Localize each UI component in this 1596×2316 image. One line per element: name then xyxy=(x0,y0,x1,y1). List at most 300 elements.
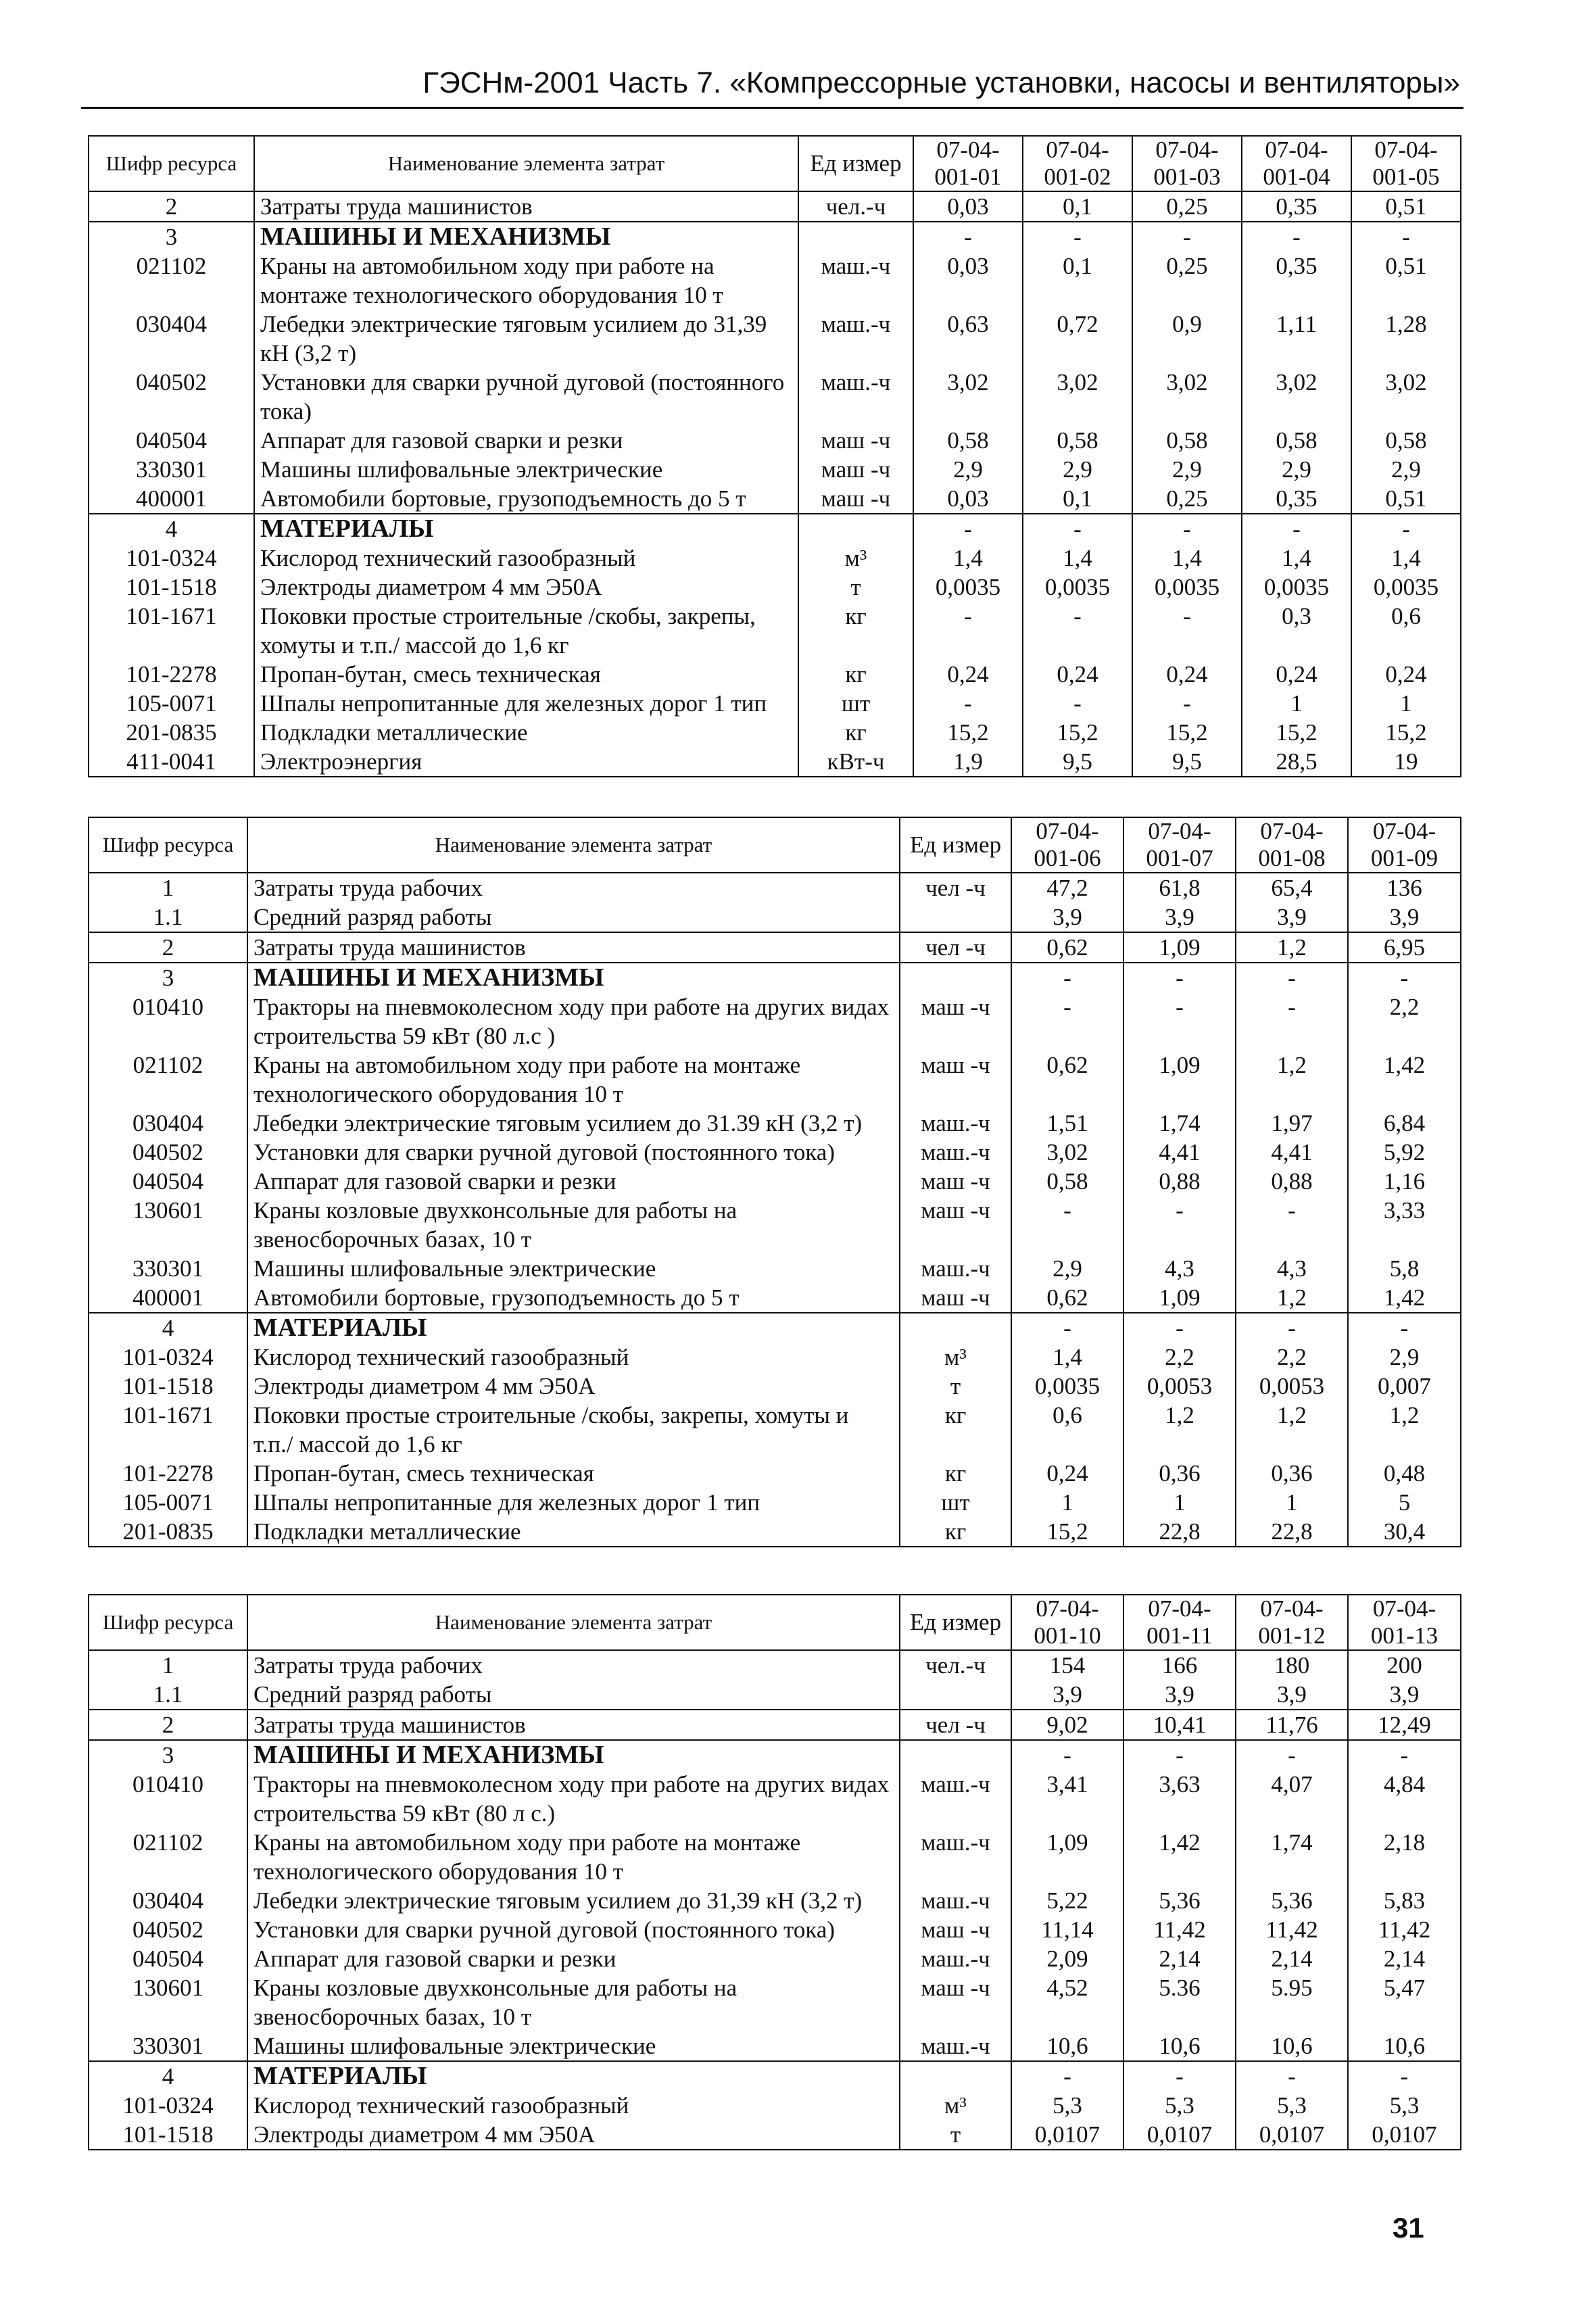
value-cell: 10,41 xyxy=(1123,1710,1236,1740)
value-cell: - xyxy=(913,514,1023,544)
value-cell: 9,02 xyxy=(1011,1710,1123,1740)
resource-code: 021102 xyxy=(89,251,254,310)
unit-cell: кг xyxy=(900,1401,1011,1459)
resource-code: 201-0835 xyxy=(89,718,254,747)
resource-name: Затраты труда рабочих xyxy=(247,873,900,902)
unit-cell: маш.-ч xyxy=(798,251,913,310)
value-cell: - xyxy=(1351,222,1461,251)
unit-cell: т xyxy=(900,2120,1011,2150)
value-cell: 3,9 xyxy=(1123,902,1236,932)
value-cell: - xyxy=(1236,1313,1348,1343)
unit-cell xyxy=(900,902,1011,932)
value-cell: 1,42 xyxy=(1348,1051,1461,1109)
value-cell: 0,0035 xyxy=(1011,1372,1123,1401)
col-header-code: Шифр ресурса xyxy=(89,1595,247,1650)
resource-name: Электроды диаметром 4 мм Э50А xyxy=(247,2120,900,2150)
value-cell: 0,6 xyxy=(1351,602,1461,660)
value-cell: 0,58 xyxy=(1351,426,1461,455)
resource-code: 4 xyxy=(89,1313,247,1343)
value-cell: 0,24 xyxy=(913,660,1023,689)
value-cell: 180 xyxy=(1236,1650,1348,1680)
value-cell: - xyxy=(913,689,1023,718)
resource-code: 2 xyxy=(89,932,247,963)
table-row xyxy=(89,1886,1461,1915)
value-cell: 3,33 xyxy=(1348,1196,1461,1254)
resource-code: 101-0324 xyxy=(89,544,254,573)
resource-code: 3 xyxy=(89,1740,247,1770)
value-cell: 1 xyxy=(1011,1488,1123,1517)
value-cell: - xyxy=(1348,963,1461,992)
value-cell: 2,9 xyxy=(1023,455,1132,484)
resource-name: Подкладки металлические xyxy=(254,718,798,747)
value-cell: 5,83 xyxy=(1348,1886,1461,1915)
table-row xyxy=(89,2031,1461,2061)
value-cell: 3,02 xyxy=(1351,368,1461,426)
table-body xyxy=(89,873,1461,1547)
unit-cell xyxy=(900,1680,1011,1710)
value-cell: 2,9 xyxy=(1242,455,1351,484)
value-cell: 1,74 xyxy=(1236,1828,1348,1886)
resource-name: Машины шлифовальные электрические xyxy=(254,455,798,484)
col-header-norm: 07-04-001-06 xyxy=(1011,817,1123,873)
table-row xyxy=(89,1680,1461,1710)
table-row xyxy=(89,1973,1461,2031)
value-cell: 1,11 xyxy=(1242,310,1351,368)
unit-cell: маш.-ч xyxy=(900,1886,1011,1915)
value-cell: 6,84 xyxy=(1348,1109,1461,1138)
value-cell: 3,02 xyxy=(1242,368,1351,426)
table-row xyxy=(89,1109,1461,1138)
table-row xyxy=(89,1517,1461,1547)
table-row xyxy=(89,1944,1461,1973)
value-cell: - xyxy=(1011,1196,1123,1254)
value-cell: 6,95 xyxy=(1348,932,1461,963)
resource-name: Кислород технический газообразный xyxy=(254,544,798,573)
col-header-norm: 07-04-001-01 xyxy=(913,136,1023,191)
value-cell: 5,8 xyxy=(1348,1254,1461,1283)
value-cell: 15,2 xyxy=(1351,718,1461,747)
value-cell: 0,03 xyxy=(913,484,1023,514)
value-cell: 0,88 xyxy=(1123,1167,1236,1196)
resource-table-3 xyxy=(88,1594,1461,2150)
resource-code: 400001 xyxy=(89,484,254,514)
value-cell: 3,02 xyxy=(1132,368,1242,426)
value-cell: 0,03 xyxy=(913,251,1023,310)
value-cell: - xyxy=(1011,2061,1123,2091)
value-cell: 5,22 xyxy=(1011,1886,1123,1915)
value-cell: - xyxy=(1132,602,1242,660)
section-row xyxy=(89,1740,1461,1770)
value-cell: - xyxy=(1123,1196,1236,1254)
table-row xyxy=(89,2091,1461,2120)
resource-name: Тракторы на пневмоколесном ходу при работе на других видах строительства 59 кВт (80 л с.) xyxy=(247,1770,900,1828)
value-cell: 1,4 xyxy=(1351,544,1461,573)
value-cell: - xyxy=(1132,514,1242,544)
value-cell: 0,0107 xyxy=(1123,2120,1236,2150)
unit-cell: маш.-ч xyxy=(900,1254,1011,1283)
table-row xyxy=(89,1167,1461,1196)
value-cell: 166 xyxy=(1123,1650,1236,1680)
value-cell: 10,6 xyxy=(1348,2031,1461,2061)
value-cell: 1,51 xyxy=(1011,1109,1123,1138)
col-header-norm: 07-04-001-03 xyxy=(1132,136,1242,191)
table-body xyxy=(89,1650,1461,2150)
resource-code: 411-0041 xyxy=(89,747,254,777)
value-cell: - xyxy=(1123,1740,1236,1770)
resource-code: 101-1518 xyxy=(89,2120,247,2150)
unit-cell: маш -ч xyxy=(798,426,913,455)
resource-name: Аппарат для газовой сварки и резки xyxy=(247,1944,900,1973)
value-cell: 1,4 xyxy=(1023,544,1132,573)
value-cell: - xyxy=(1242,222,1351,251)
unit-cell: чел -ч xyxy=(900,1710,1011,1740)
value-cell: 3,9 xyxy=(1011,1680,1123,1710)
table-row xyxy=(89,2120,1461,2150)
value-cell: - xyxy=(1236,2061,1348,2091)
value-cell: - xyxy=(1348,1313,1461,1343)
unit-cell: маш -ч xyxy=(900,992,1011,1051)
col-header-norm: 07-04-001-02 xyxy=(1023,136,1132,191)
resource-name: Тракторы на пневмоколесном ходу при работе на других видах строительства 59 кВт (80 л.с ) xyxy=(247,992,900,1051)
table-row xyxy=(89,1828,1461,1886)
table-body xyxy=(89,191,1461,777)
section-row xyxy=(89,514,1461,544)
resource-name: Затраты труда машинистов xyxy=(247,1710,900,1740)
value-cell: 4,3 xyxy=(1236,1254,1348,1283)
col-header-norm: 07-04-001-13 xyxy=(1348,1595,1461,1650)
resource-name: МАШИНЫ И МЕХАНИЗМЫ xyxy=(247,963,900,992)
unit-cell: кг xyxy=(798,660,913,689)
resource-name: Краны на автомобильном ходу при работе на монтаже технологического оборудования 10 т xyxy=(247,1828,900,1886)
value-cell: 2,14 xyxy=(1123,1944,1236,1973)
col-header-code: Шифр ресурса xyxy=(89,136,254,191)
table-row xyxy=(89,689,1461,718)
value-cell: 2,09 xyxy=(1011,1944,1123,1973)
unit-cell xyxy=(900,963,1011,992)
value-cell: 1,09 xyxy=(1123,1283,1236,1313)
value-cell: 5,92 xyxy=(1348,1138,1461,1167)
value-cell: 1 xyxy=(1123,1488,1236,1517)
value-cell: 2,14 xyxy=(1348,1944,1461,1973)
value-cell: 0,0107 xyxy=(1348,2120,1461,2150)
resource-code: 030404 xyxy=(89,310,254,368)
value-cell: 47,2 xyxy=(1011,873,1123,902)
value-cell: 0,35 xyxy=(1242,484,1351,514)
resource-name: Шпалы непропитанные для железных дорог 1 тип xyxy=(254,689,798,718)
unit-cell: маш.-ч xyxy=(900,1944,1011,1973)
resource-name: Поковки простые строительные /скобы, закрепы, хомуты и т.п./ массой до 1,6 кг xyxy=(254,602,798,660)
value-cell: 1,09 xyxy=(1123,1051,1236,1109)
value-cell: - xyxy=(1023,602,1132,660)
value-cell: 1,2 xyxy=(1123,1401,1236,1459)
value-cell: 11,76 xyxy=(1236,1710,1348,1740)
resource-code: 101-1671 xyxy=(89,602,254,660)
value-cell: 0,63 xyxy=(913,310,1023,368)
table-row xyxy=(89,873,1461,902)
value-cell: 0,24 xyxy=(1023,660,1132,689)
value-cell: 1,42 xyxy=(1348,1283,1461,1313)
resource-name: Краны на автомобильном ходу при работе на монтаже технологического оборудования 10 т xyxy=(247,1051,900,1109)
value-cell: 3,9 xyxy=(1236,902,1348,932)
value-cell: 0,51 xyxy=(1351,484,1461,514)
table-row xyxy=(89,191,1461,222)
value-cell: 0,48 xyxy=(1348,1459,1461,1488)
value-cell: 2,2 xyxy=(1123,1343,1236,1372)
resource-name: Краны козловые двухконсольные для работы на звеносборочных базах, 10 т xyxy=(247,1973,900,2031)
value-cell: 0,58 xyxy=(1023,426,1132,455)
resource-name: Шпалы непропитанные для железных дорог 1 тип xyxy=(247,1488,900,1517)
resource-code: 201-0835 xyxy=(89,1517,247,1547)
resource-name: МАШИНЫ И МЕХАНИЗМЫ xyxy=(247,1740,900,1770)
table-row xyxy=(89,1710,1461,1740)
value-cell: 1 xyxy=(1242,689,1351,718)
resource-code: 040502 xyxy=(89,368,254,426)
value-cell: 1 xyxy=(1351,689,1461,718)
resource-name: Автомобили бортовые, грузоподъемность до 5 т xyxy=(247,1283,900,1313)
value-cell: 1,4 xyxy=(1132,544,1242,573)
unit-cell xyxy=(798,222,913,251)
value-cell: 0,0035 xyxy=(913,573,1023,602)
resource-code: 105-0071 xyxy=(89,689,254,718)
table-row xyxy=(89,1770,1461,1828)
unit-cell: маш -ч xyxy=(798,455,913,484)
value-cell: 0,25 xyxy=(1132,191,1242,222)
value-cell: 3,9 xyxy=(1011,902,1123,932)
unit-cell: кг xyxy=(900,1459,1011,1488)
resource-name: Затраты труда машинистов xyxy=(247,932,900,963)
value-cell: 0,36 xyxy=(1123,1459,1236,1488)
unit-cell: чел -ч xyxy=(900,873,1011,902)
value-cell: 1,4 xyxy=(1242,544,1351,573)
value-cell: - xyxy=(1132,689,1242,718)
resource-name: Подкладки металлические xyxy=(247,1517,900,1547)
value-cell: 3,02 xyxy=(1011,1138,1123,1167)
value-cell: - xyxy=(1132,222,1242,251)
value-cell: 1,4 xyxy=(1011,1343,1123,1372)
resource-code: 101-2278 xyxy=(89,660,254,689)
table-row xyxy=(89,1254,1461,1283)
unit-cell: м³ xyxy=(798,544,913,573)
value-cell: 0,03 xyxy=(913,191,1023,222)
resource-name: МАТЕРИАЛЫ xyxy=(254,514,798,544)
resource-name: Электроды диаметром 4 мм Э50А xyxy=(247,1372,900,1401)
resource-table-2 xyxy=(88,817,1461,1547)
resource-name: Кислород технический газообразный xyxy=(247,2091,900,2120)
resource-name: Затраты труда рабочих xyxy=(247,1650,900,1680)
section-row xyxy=(89,222,1461,251)
value-cell: 0,72 xyxy=(1023,310,1132,368)
value-cell: 30,4 xyxy=(1348,1517,1461,1547)
value-cell: - xyxy=(1123,2061,1236,2091)
value-cell: 2,9 xyxy=(913,455,1023,484)
value-cell: 5 xyxy=(1348,1488,1461,1517)
unit-cell: м³ xyxy=(900,1343,1011,1372)
value-cell: 5.36 xyxy=(1123,1973,1236,2031)
resource-name: МАШИНЫ И МЕХАНИЗМЫ xyxy=(254,222,798,251)
resource-name: Лебедки электрические тяговым усилием до 31.39 кН (3,2 т) xyxy=(247,1109,900,1138)
resource-code: 105-0071 xyxy=(89,1488,247,1517)
value-cell: 3,9 xyxy=(1123,1680,1236,1710)
page-number: 31 xyxy=(1393,2212,1424,2244)
value-cell: 0,0035 xyxy=(1242,573,1351,602)
value-cell: 0,58 xyxy=(1011,1167,1123,1196)
unit-cell: маш.-ч xyxy=(900,1770,1011,1828)
value-cell: 2,9 xyxy=(1348,1343,1461,1372)
resource-name: Аппарат для газовой сварки и резки xyxy=(247,1167,900,1196)
value-cell: 0,51 xyxy=(1351,191,1461,222)
value-cell: - xyxy=(913,222,1023,251)
value-cell: - xyxy=(1351,514,1461,544)
resource-code: 4 xyxy=(89,2061,247,2091)
value-cell: 5,3 xyxy=(1011,2091,1123,2120)
value-cell: 22,8 xyxy=(1236,1517,1348,1547)
resource-code: 3 xyxy=(89,963,247,992)
resource-name: Лебедки электрические тяговым усилием до 31,39 кН (3,2 т) xyxy=(254,310,798,368)
unit-cell: маш -ч xyxy=(900,1973,1011,2031)
resource-name: Установки для сварки ручной дуговой (постоянного тока) xyxy=(247,1915,900,1944)
table-row xyxy=(89,660,1461,689)
unit-cell: т xyxy=(900,1372,1011,1401)
value-cell: 0,88 xyxy=(1236,1167,1348,1196)
value-cell: 0,62 xyxy=(1011,1051,1123,1109)
value-cell: 5.95 xyxy=(1236,1973,1348,2031)
resource-code: 030404 xyxy=(89,1886,247,1915)
unit-cell: кВт-ч xyxy=(798,747,913,777)
resource-name: Пропан-бутан, смесь техническая xyxy=(247,1459,900,1488)
resource-code: 330301 xyxy=(89,455,254,484)
value-cell: 0,0035 xyxy=(1023,573,1132,602)
resource-code: 040504 xyxy=(89,1167,247,1196)
col-header-norm: 07-04-001-11 xyxy=(1123,1595,1236,1650)
col-header-unit: Ед измер xyxy=(900,817,1011,873)
resource-code: 101-1518 xyxy=(89,1372,247,1401)
resource-code: 021102 xyxy=(89,1051,247,1109)
resource-code: 040504 xyxy=(89,1944,247,1973)
unit-cell: кг xyxy=(900,1517,1011,1547)
value-cell: 3,02 xyxy=(1023,368,1132,426)
unit-cell: кг xyxy=(798,602,913,660)
resource-name: Машины шлифовальные электрические xyxy=(247,1254,900,1283)
value-cell: 0,007 xyxy=(1348,1372,1461,1401)
unit-cell: маш -ч xyxy=(900,1196,1011,1254)
value-cell: 4,84 xyxy=(1348,1770,1461,1828)
value-cell: 10,6 xyxy=(1236,2031,1348,2061)
value-cell: 15,2 xyxy=(1011,1517,1123,1547)
value-cell: 3,9 xyxy=(1236,1680,1348,1710)
value-cell: - xyxy=(913,602,1023,660)
col-header-name: Наименование элемента затрат xyxy=(247,817,900,873)
value-cell: 1,28 xyxy=(1351,310,1461,368)
value-cell: 2,9 xyxy=(1351,455,1461,484)
unit-cell xyxy=(798,514,913,544)
unit-cell: т xyxy=(798,573,913,602)
col-header-norm: 07-04-001-05 xyxy=(1351,136,1461,191)
table-row xyxy=(89,310,1461,368)
col-header-code: Шифр ресурса xyxy=(89,817,247,873)
value-cell: 1 xyxy=(1236,1488,1348,1517)
table-row xyxy=(89,1401,1461,1459)
resource-name: Затраты труда машинистов xyxy=(254,191,798,222)
value-cell: 4,41 xyxy=(1123,1138,1236,1167)
resource-code: 1 xyxy=(89,1650,247,1680)
col-header-norm: 07-04-001-04 xyxy=(1242,136,1351,191)
value-cell: 11,42 xyxy=(1123,1915,1236,1944)
table-row xyxy=(89,747,1461,777)
table-row xyxy=(89,602,1461,660)
value-cell: 1,2 xyxy=(1348,1401,1461,1459)
value-cell: 0,6 xyxy=(1011,1401,1123,1459)
resource-name: Средний разряд работы xyxy=(247,1680,900,1710)
value-cell: 154 xyxy=(1011,1650,1123,1680)
table-row xyxy=(89,484,1461,514)
value-cell: - xyxy=(1123,1313,1236,1343)
resource-code: 1 xyxy=(89,873,247,902)
value-cell: 1,2 xyxy=(1236,932,1348,963)
value-cell: 0,24 xyxy=(1011,1459,1123,1488)
resource-name: Кислород технический газообразный xyxy=(247,1343,900,1372)
resource-code: 101-0324 xyxy=(89,1343,247,1372)
value-cell: - xyxy=(1011,1313,1123,1343)
value-cell: 1,9 xyxy=(913,747,1023,777)
resource-table-1 xyxy=(88,135,1461,777)
value-cell: 10,6 xyxy=(1123,2031,1236,2061)
value-cell: 3,63 xyxy=(1123,1770,1236,1828)
value-cell: - xyxy=(1011,963,1123,992)
table-row xyxy=(89,1372,1461,1401)
table-row xyxy=(89,1051,1461,1109)
unit-cell: маш -ч xyxy=(900,1051,1011,1109)
unit-cell: маш -ч xyxy=(900,1283,1011,1313)
value-cell: 1,97 xyxy=(1236,1109,1348,1138)
resource-name: Аппарат для газовой сварки и резки xyxy=(254,426,798,455)
resource-code: 010410 xyxy=(89,992,247,1051)
resource-code: 040502 xyxy=(89,1915,247,1944)
value-cell: 28,5 xyxy=(1242,747,1351,777)
unit-cell: чел -ч xyxy=(900,932,1011,963)
unit-cell xyxy=(900,1313,1011,1343)
value-cell: 0,1 xyxy=(1023,484,1132,514)
header-rule xyxy=(81,107,1464,109)
value-cell: 4,07 xyxy=(1236,1770,1348,1828)
value-cell: - xyxy=(1348,2061,1461,2091)
value-cell: 0,0053 xyxy=(1123,1372,1236,1401)
unit-cell xyxy=(900,2061,1011,2091)
col-header-unit: Ед измер xyxy=(798,136,913,191)
value-cell: 136 xyxy=(1348,873,1461,902)
unit-cell: маш.-ч xyxy=(798,368,913,426)
resource-code: 040504 xyxy=(89,426,254,455)
unit-cell: маш.-ч xyxy=(900,2031,1011,2061)
table-row xyxy=(89,1488,1461,1517)
value-cell: 15,2 xyxy=(1132,718,1242,747)
table-row xyxy=(89,1283,1461,1313)
resource-name: Лебедки электрические тяговым усилием до 31,39 кН (3,2 т) xyxy=(247,1886,900,1915)
value-cell: 2,9 xyxy=(1011,1254,1123,1283)
value-cell: 5,3 xyxy=(1123,2091,1236,2120)
value-cell: - xyxy=(1236,1740,1348,1770)
value-cell: - xyxy=(1242,514,1351,544)
unit-cell: м³ xyxy=(900,2091,1011,2120)
value-cell: 11,42 xyxy=(1348,1915,1461,1944)
col-header-norm: 07-04-001-10 xyxy=(1011,1595,1123,1650)
running-header: ГЭСНм-2001 Часть 7. «Компрессорные установки, насосы и вентиляторы» xyxy=(422,66,1460,99)
value-cell: 0,0053 xyxy=(1236,1372,1348,1401)
table-row xyxy=(89,1343,1461,1372)
value-cell: 1,2 xyxy=(1236,1283,1348,1313)
value-cell: 1,4 xyxy=(913,544,1023,573)
table-row xyxy=(89,455,1461,484)
unit-cell: маш.-ч xyxy=(900,1138,1011,1167)
